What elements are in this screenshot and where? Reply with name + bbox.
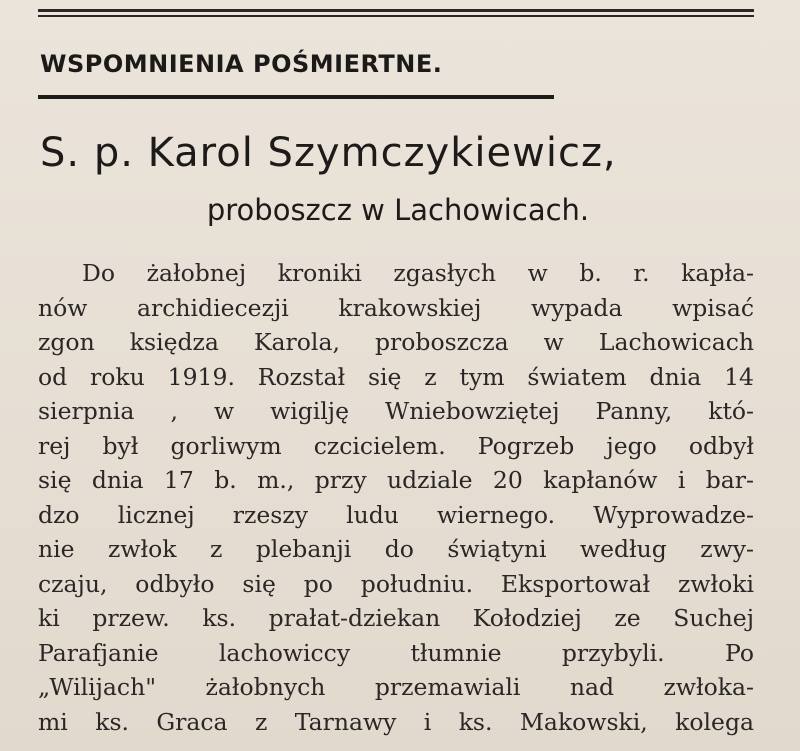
obituary-subtitle: proboszcz w Lachowicach. [206, 193, 590, 227]
body-line: mi ks. Graca z Tarnawy i ks. Makowski, kolega [38, 707, 754, 736]
body-line: dzo licznej rzeszy ludu wiernego. Wyprowadze- [38, 500, 754, 529]
body-line: nów archidiecezji krakowskiej wypada wpisać [38, 293, 754, 322]
body-line: od roku 1919. Rozstał się z tym światem dnia 14 [38, 362, 754, 391]
body-line: się dnia 17 b. m., przy udziale 20 kapłanów i bar- [38, 466, 754, 494]
body-line: ki przew. ks. prałat-dziekan Kołodziej ze Suchej [38, 604, 754, 632]
body-line: rej był gorliwym czcicielem. Pogrzeb jego odbył [38, 431, 754, 460]
body-line: Do żałobnej kroniki zgasłych w b. r. kapła- [82, 259, 754, 287]
top-double-rule [38, 9, 754, 19]
section-heading: WSPOMNIENIA POŚMIERTNE. [40, 50, 443, 78]
obituary-body [38, 256, 754, 739]
body-line: czaju, odbyło się po południu. Eksportował zwłoki [38, 569, 754, 598]
obituary-title: S. p. Karol Szymczykiewicz, [40, 130, 617, 176]
body-line: zgon księdza Karola, proboszcza w Lachowicach [38, 328, 754, 356]
top-rule-thick [38, 9, 754, 12]
body-line: „Wilijach" żałobnych przemawiali nad zwłoka- [38, 673, 754, 701]
body-line: Parafjanie lachowiccy tłumnie przybyli. Po [38, 638, 754, 667]
top-rule-thin [38, 15, 754, 17]
body-line: nie zwłok z plebanji do świątyni według zwy- [38, 535, 754, 563]
body-line: sierpnia , w wigilję Wniebowziętej Panny, któ- [38, 397, 754, 425]
section-heading-underline [38, 95, 554, 99]
